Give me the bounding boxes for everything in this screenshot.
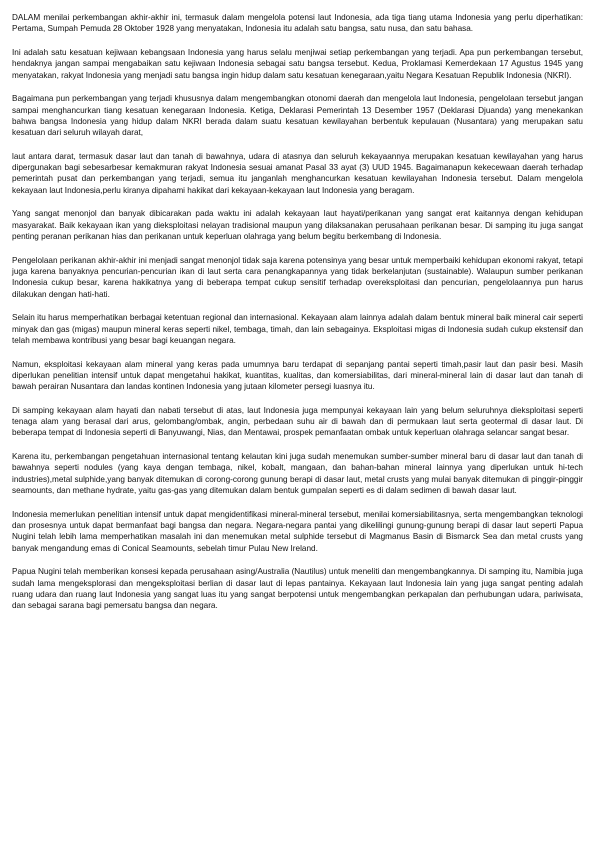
paragraph-3: Bagaimana pun perkembangan yang terjadi khususnya dalam mengembangkan otonomi daerah dan mengelola laut Indonesia, pengelolaan tersebut jangan sampai menghancurkan tiang kesatuan kenegaraan Indonesia. Ketiga, Deklarasi Pemerintah 13 Desember 1957 (Deklarasi Djuanda) yang menekankan bahwa bangsa Indonesia yang hidup dalam NKRI berada dalam suatu kesatuan kewilayahan berbentuk kepulauan (Nusantara) yang merupakan satu kesatuan dari seluruh wilayah darat, (12, 94, 583, 138)
paragraph-11: Indonesia memerlukan penelitian intensif untuk dapat mengidentifikasi mineral-mineral tersebut, menilai komersiabilitasnya, serta mengembangkan teknologi dan prosesnya untuk dapat bermanfaat bagi bangsa dan negara. Negara-negara pantai yang dikelilingi gunung-gunung berapi di dasar laut seperti Papua Nugini telah lebih lama memperhatikan masalah ini dan menemukan metal sulphide tersebut di Magmanus Basin di Bismarck Sea dan metal crusts yang banyak mengandung emas di Conical Seamounts, sebelah timur Pulau New Ireland. (12, 509, 583, 553)
paragraph-5: Yang sangat menonjol dan banyak dibicarakan pada waktu ini adalah kekayaan laut hayati/perikanan yang sangat erat kaitannya dengan kehidupan masyarakat. Baik kekayaan ikan yang dieksploitasi nelayan tradisional maupun yang dilaksanakan perusahaan perikanan besar. Di samping itu juga sangat penting peranan perikanan hias dan perikanan untuk keperluan olahraga yang belum begitu berkembang di Indonesia. (12, 209, 583, 242)
paragraph-1: DALAM menilai perkembangan akhir-akhir ini, termasuk dalam mengelola potensi laut Indonesia, ada tiga tiang utama Indonesia yang perlu diperhatikan: Pertama, Sumpah Pemuda 28 Oktober 1928 yang menyatakan, Indonesia itu adalah satu bangsa, satu nusa, dan satu bahasa. (12, 13, 583, 34)
paragraph-10: Karena itu, perkembangan pengetahuan internasional tentang kelautan kini juga sudah menemukan sumber-sumber mineral baru di dasar laut dan tanah di bawahnya seperti nodules (yang kaya dengan tembaga, nikel, kobalt, mangaan, dan bahan-bahan mineral lainnya yang diperlukan untuk hi-tech industries),metal sulphide,yang banyak ditemukan di corong-corong gunung berapi di dasar laut, metal crusts yang mulai banyak ditemukan di pinggir-pinggir seamounts, dan methane hydrate, yaitu gas-gas yang ditemukan dalam bentuk gumpalan seperti es di dalam sedimen di bawah dasar laut. (12, 452, 583, 496)
paragraph-9: Di samping kekayaan alam hayati dan nabati tersebut di atas, laut Indonesia juga mempunyai kekayaan lain yang belum seluruhnya dieksploitasi seperti tenaga alam yang berasal dari arus, gelombang/ombak, angin, perbedaan suhu air di bawah dan di permukaan laut serta geotermal di dasar laut. Di beberapa tempat di Indonesia seperti di Banyuwangi, Nias, dan Mentawai, prospek pemanfaatan ombak untuk keperluan olahraga selancar sangat besar. (12, 405, 583, 438)
paragraph-12: Papua Nugini telah memberikan konsesi kepada perusahaan asing/Australia (Nautilus) untuk meneliti dan mengembangkannya. Di samping itu, Namibia juga sudah lama mengeksplorasi dan mengeksploitasi berlian di dasar laut di lepas pantainya. Kekayaan laut Indonesia lain yang juga sangat penting adalah ruang udara dan ruang laut Indonesia yang sangat luas itu yang sangat berpotensi untuk mengembangkan perkapalan dan perhubungan udara, pariwisata, dan sebagai sarana bagi pemersatu bangsa dan negara. (12, 567, 583, 611)
paragraph-2: Ini adalah satu kesatuan kejiwaan kebangsaan Indonesia yang harus selalu menjiwai setiap perkembangan yang terjadi. Apa pun perkembangan tersebut, hendaknya jangan sampai mengabaikan satu kejiwaan Indonesia sebagai satu bangsa tersebut. Kedua, Proklamasi Kemerdekaan 17 Agustus 1945 yang menyatakan, rakyat Indonesia yang menjadi satu bangsa ingin hidup dalam satu kesatuan kenegaraan,yaitu Negara Kesatuan Republik Indonesia (NKRI). (12, 47, 583, 80)
paragraph-4: laut antara darat, termasuk dasar laut dan tanah di bawahnya, udara di atasnya dan seluruh kekayaannya merupakan kesatuan kewilayahan yang harus dipergunakan bagi sebesarbesar kemakmuran rakyat Indonesia sesuai amanat Pasal 33 ayat (3) UUD 1945. Bagaimanapun kekecewaan daerah terhadap pemerintah pusat dan perkembangan yang terjadi, semua itu janganlah menghancurkan kesatuan kewilayahan Indonesia tersebut. Dalam mengelola kekayaan laut Indonesia,perlu kiranya dipahami hakikat dari kekayaan-kekayaan laut Indonesia yang beragam. (12, 151, 583, 195)
paragraph-7: Selain itu harus memperhatikan berbagai ketentuan regional dan internasional. Kekayaan alam lainnya adalah dalam bentuk mineral baik mineral cair seperti minyak dan gas (migas) maupun mineral keras seperti nikel, tembaga, timah, dan lain sebagainya. Eksploitasi migas di Indonesia sudah cukup ekstensif dan telah membawa kontribusi yang besar bagi keuangan negara. (12, 313, 583, 345)
paragraph-6: Pengelolaan perikanan akhir-akhir ini menjadi sangat menonjol tidak saja karena potensinya yang besar untuk memperbaiki kehidupan ekonomi rakyat, tetapi juga karena banyaknya pencurian-pencurian ikan di laut serta cara penangkapannya yang tidak berkelanjutan (sustainable). Walaupun sumber perikanan Indonesia cukup besar, karena hakikatnya yang di beberapa tempat cukup sensitif terhadap overeksploitasi dan pencurian, pengelolaannya pun harus dilakukan dengan hati-hati. (12, 255, 583, 299)
paragraph-8: Namun, eksploitasi kekayaan alam mineral yang keras pada umumnya baru terdapat di sepanjang pantai seperti timah,pasir laut dan pasir besi. Masih diperlukan penelitian intensif untuk dapat mengetahui hakikat, kuantitas, kualitas, dan komersiabilitas, dari mineral-mineral lain di dasar laut dan tanah di bawah perairan Nusantara dan landas kontinen Indonesia yang jutaan kilometer persegi luasnya itu. (12, 359, 583, 392)
